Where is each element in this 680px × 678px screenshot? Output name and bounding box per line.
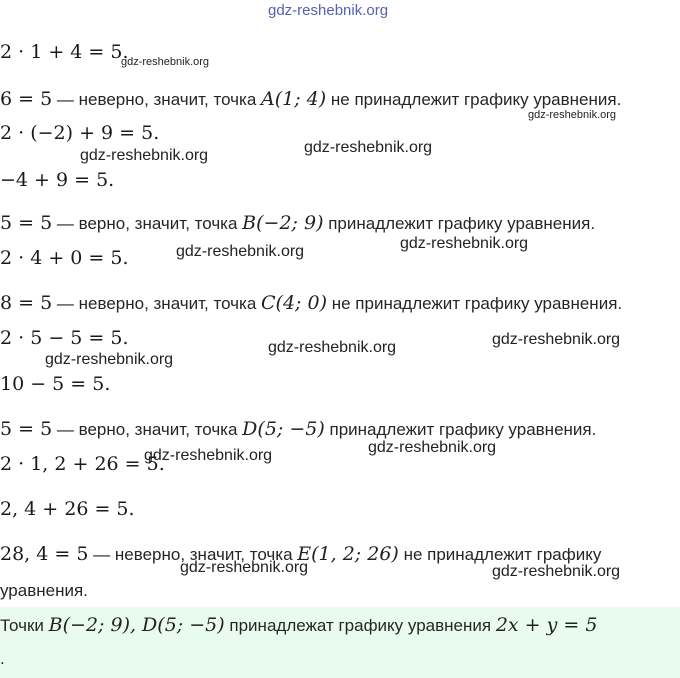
watermark: gdz-reshebnik.org <box>528 109 617 121</box>
answer-prefix: Точки <box>0 616 49 635</box>
statement-tail: не принадлежит графику <box>398 545 602 564</box>
equation-line-8: 2 · 5 − 5 = 5. <box>0 327 129 349</box>
watermark: gdz-reshebnik.org <box>180 559 309 576</box>
watermark: gdz-reshebnik.org <box>304 139 433 156</box>
watermark: gdz-reshebnik.org <box>268 339 397 356</box>
point-b: B(−2; 9) <box>242 212 324 234</box>
equation-line-12: 2, 4 + 26 = 5. <box>0 498 135 520</box>
watermark-top: gdz-reshebnik.org <box>268 2 389 19</box>
equation: 28, 4 = 5 <box>0 543 89 565</box>
statement-tail: не принадлежит графику уравнения. <box>326 90 622 109</box>
watermark: gdz-reshebnik.org <box>176 243 305 260</box>
watermark: gdz-reshebnik.org <box>144 447 273 464</box>
watermark: gdz-reshebnik.org <box>45 351 174 368</box>
equation: 8 = 5 <box>0 292 53 314</box>
statement-line-d <box>0 417 596 442</box>
statement-line-b <box>0 211 595 236</box>
point-a: A(1; 4) <box>261 88 327 110</box>
equation: 5 = 5 <box>0 418 53 440</box>
equation-line-6: 2 · 4 + 0 = 5. <box>0 247 129 269</box>
statement-text: — верно, значит, точка <box>52 420 243 439</box>
equation-line-4: −4 + 9 = 5. <box>0 169 115 191</box>
answer-middle: принадлежат графику уравнения <box>224 616 496 635</box>
statement-text: — неверно, значит, точка <box>52 294 262 313</box>
statement-line-c <box>0 291 622 316</box>
statement-tail: принадлежит графику уравнения. <box>323 214 596 233</box>
answer-line <box>0 613 597 638</box>
answer-box <box>0 607 680 678</box>
equation-line-3: 2 · (−2) + 9 = 5. <box>0 122 160 144</box>
equation-line-9: 10 − 5 = 5. <box>0 373 111 395</box>
statement-text: — верно, значит, точка <box>52 214 243 233</box>
watermark: gdz-reshebnik.org <box>492 563 621 580</box>
watermark: gdz-reshebnik.org <box>80 147 209 164</box>
point-e: E(1, 2; 26) <box>297 543 399 565</box>
equation: 6 = 5 <box>0 88 53 110</box>
statement-continuation: уравнения. <box>0 581 88 600</box>
watermark: gdz-reshebnik.org <box>121 56 210 68</box>
point-d: D(5; −5) <box>242 418 325 440</box>
equation-line-11: 2 · 1, 2 + 26 = 5. <box>0 453 165 475</box>
watermark: gdz-reshebnik.org <box>400 235 529 252</box>
statement-tail: не принадлежит графику уравнения. <box>327 294 623 313</box>
equation-line-1: 2 · 1 + 4 = 5. <box>0 41 129 63</box>
watermark: gdz-reshebnik.org <box>492 331 621 348</box>
watermark: gdz-reshebnik.org <box>368 439 497 456</box>
point-c: C(4; 0) <box>261 292 327 314</box>
statement-text: — неверно, значит, точка <box>52 90 262 109</box>
answer-points: B(−2; 9), D(5; −5) <box>48 614 225 636</box>
statement-text: — неверно, значит, точка <box>88 545 298 564</box>
answer-equation: 2x + y = 5 <box>495 614 598 636</box>
answer-end: . <box>0 649 5 668</box>
statement-tail: принадлежит графику уравнения. <box>324 420 597 439</box>
equation: 5 = 5 <box>0 212 53 234</box>
